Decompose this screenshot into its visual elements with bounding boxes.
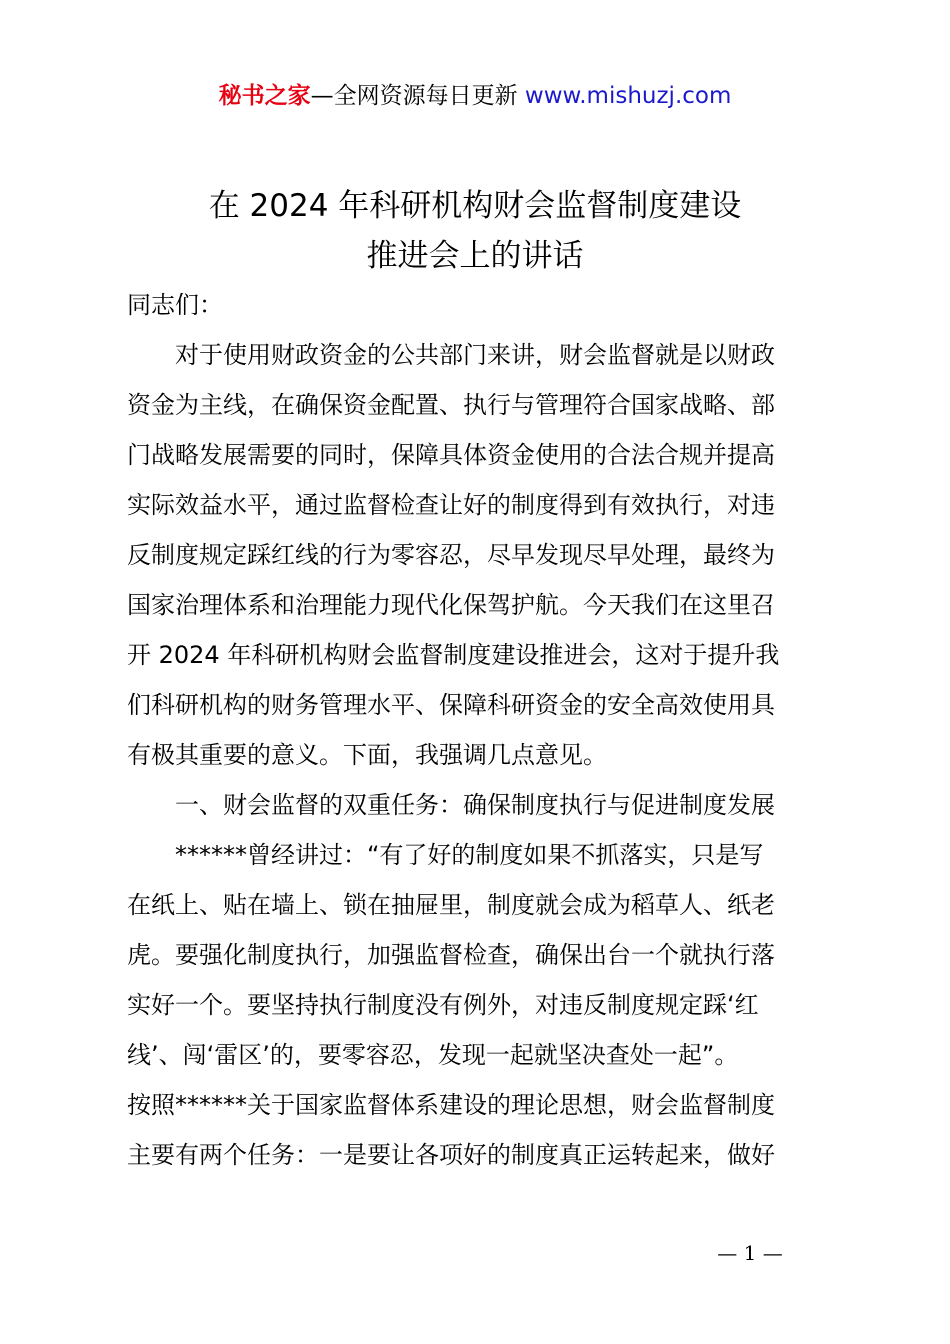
- body-line: 国家治理体系和治理能力现代化保驾护航。今天我们在这里召: [127, 591, 775, 619]
- document-body: [127, 284, 847, 1184]
- body-line: 按照******关于国家监督体系建设的理论思想，财会监督制度: [127, 1091, 775, 1119]
- body-line: 资金为主线，在确保资金配置、执行与管理符合国家战略、部: [127, 391, 775, 419]
- body-line: 实际效益水平，通过监督检查让好的制度得到有效执行，对违: [127, 491, 775, 519]
- body-line: 对于使用财政资金的公共部门来讲，财会监督就是以财政: [175, 341, 775, 369]
- body-line: 虎。要强化制度执行，加强监督检查，确保出台一个就执行落: [127, 941, 775, 969]
- body-line: ******曾经讲过：“有了好的制度如果不抓落实，只是写: [175, 841, 764, 869]
- body-line: 门战略发展需要的同时，保障具体资金使用的合法合规并提高: [127, 441, 775, 469]
- page-number: — 1 —: [717, 1241, 783, 1265]
- body-line: 实好一个。要坚持执行制度没有例外，对违反制度规定踩‘红: [127, 991, 759, 1019]
- body-line: 反制度规定踩红线的行为零容忍，尽早发现尽早处理，最终为: [127, 541, 775, 569]
- body-line: 线’、闯‘雷区’的，要零容忍，发现一起就坚决查处一起”。: [127, 1041, 739, 1069]
- salutation: 同志们：: [127, 291, 223, 319]
- body-line: 们科研机构的财务管理水平、保障科研资金的安全高效使用具: [127, 691, 775, 719]
- body-line: 开 2024 年科研机构财会监督制度建设推进会，这对于提升我: [127, 641, 780, 669]
- document-title-line-2: 推进会上的讲话: [366, 238, 584, 274]
- body-line: 主要有两个任务：一是要让各项好的制度真正运转起来，做好: [127, 1141, 775, 1169]
- body-line: 有极其重要的意义。下面，我强调几点意见。: [127, 741, 607, 769]
- site-header: [0, 80, 950, 112]
- section-heading: 一、财会监督的双重任务：确保制度执行与促进制度发展: [175, 791, 775, 819]
- site-brand: 秘书之家: [218, 83, 311, 109]
- site-url-link[interactable]: www.mishuzj.com: [524, 83, 732, 109]
- site-slogan: —全网资源每日更新: [310, 83, 525, 109]
- body-line: 在纸上、贴在墙上、锁在抽屉里，制度就会成为稻草人、纸老: [127, 891, 775, 919]
- document-title-line-1: 在 2024 年科研机构财会监督制度建设: [208, 188, 742, 224]
